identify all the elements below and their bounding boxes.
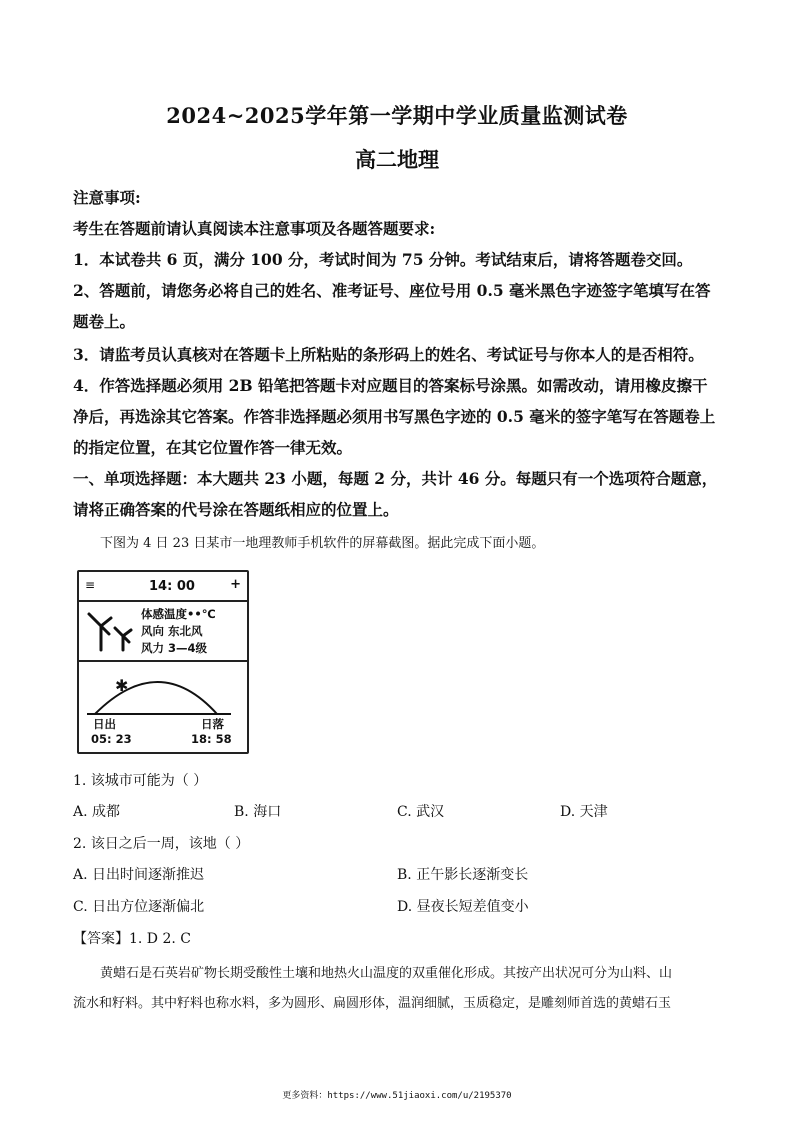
sunrise-time: 05: 23 [91,732,132,746]
notice-heading: 注意事项: [73,188,141,207]
wind-direction: 风向 东北风 [141,624,203,638]
footer-link[interactable]: 更多资料：https://www.51jiaoxi.com/u/2195370 [282,1091,512,1101]
passage-line-1: 黄蜡石是石英岩矿物长期受酸性土壤和地热火山温度的双重催化形成。其按产出状况可分为山料、山 [100,966,673,981]
question-2-option-c: C. 日出方位逐渐偏北 [73,899,205,915]
exam-subtitle: 高二地理 [355,147,439,172]
notice-intro: 考生在答题前请认真阅读本注意事项及各题答题要求: [73,219,436,238]
question-1-option-b: B. 海口 [234,804,282,820]
phone-time: 14: 00 [149,579,195,594]
question-1-stem: 1. 该城市可能为（ ） [73,773,208,789]
sun-icon: ✱ [115,676,129,695]
section1-heading-b: 请将正确答案的代号涂在答题纸相应的位置上。 [73,500,399,519]
sun-path-arc [79,668,247,718]
sunset-label: 日落 [201,717,224,731]
sunrise-label: 日出 [93,717,116,731]
exam-title: 2024~2025学年第一学期中学业质量监测试卷 [166,103,628,128]
question-2-option-a: A. 日出时间逐渐推迟 [73,867,205,883]
feel-temperature: 体感温度••℃ [141,607,216,621]
wind-force: 风力 3—4级 [141,641,208,655]
notice-item-1: 1．本试卷共 6 页，满分 100 分，考试时间为 75 分钟。考试结束后，请将答题卷交回。 [73,250,693,269]
notice-item-4c: 的指定位置，在其它位置作答一律无效。 [73,438,353,457]
sunset-time: 18: 58 [191,732,232,746]
question-2-option-d: D. 昼夜长短差值变小 [397,899,529,915]
question-1-option-d: D. 天津 [560,804,608,820]
answer-line: 【答案】1. D 2. C [73,931,192,947]
notice-item-3: 3．请监考员认真核对在答题卡上所粘贴的条形码上的姓名、考试证号与你本人的是否相符。 [73,345,704,364]
plus-icon: + [230,577,241,592]
question-stem-intro: 下图为 4 日 23 日某市一地理教师手机软件的屏幕截图。据此完成下面小题。 [100,536,545,551]
notice-item-2b: 题卷上。 [73,312,136,331]
phone-divider [79,660,247,662]
question-2-stem: 2. 该日之后一周，该地（ ） [73,836,250,852]
menu-icon: ≡ [85,578,96,592]
passage-line-2: 流水和籽料。其中籽料也称水料，多为圆形、扁圆形体，温润细腻，玉质稳定，是雕刻师首选的黄蜡石玉 [73,996,672,1011]
wind-turbine-icon [85,608,139,652]
notice-item-4b: 净后，再选涂其它答案。作答非选择题必须用书写黑色字迹的 0.5 毫米的签字笔写在答题卷上 [73,407,716,426]
question-1-option-a: A. 成都 [73,804,121,820]
notice-item-2a: 2、答题前，请您务必将自己的姓名、准考证号、座位号用 0.5 毫米黑色字迹签字笔填写在答 [73,281,711,300]
section1-heading-a: 一、单项选择题：本大题共 23 小题，每题 2 分，共计 46 分。每题只有一个选项符合题意， [73,469,718,488]
phone-screenshot-figure [77,570,249,754]
notice-item-4a: 4．作答选择题必须用 2B 铅笔把答题卡对应题目的答案标号涂黑。如需改动，请用橡皮擦干 [73,376,708,395]
question-2-option-b: B. 正午影长逐渐变长 [397,867,529,883]
phone-status-bar [79,572,247,602]
question-1-option-c: C. 武汉 [397,804,445,820]
